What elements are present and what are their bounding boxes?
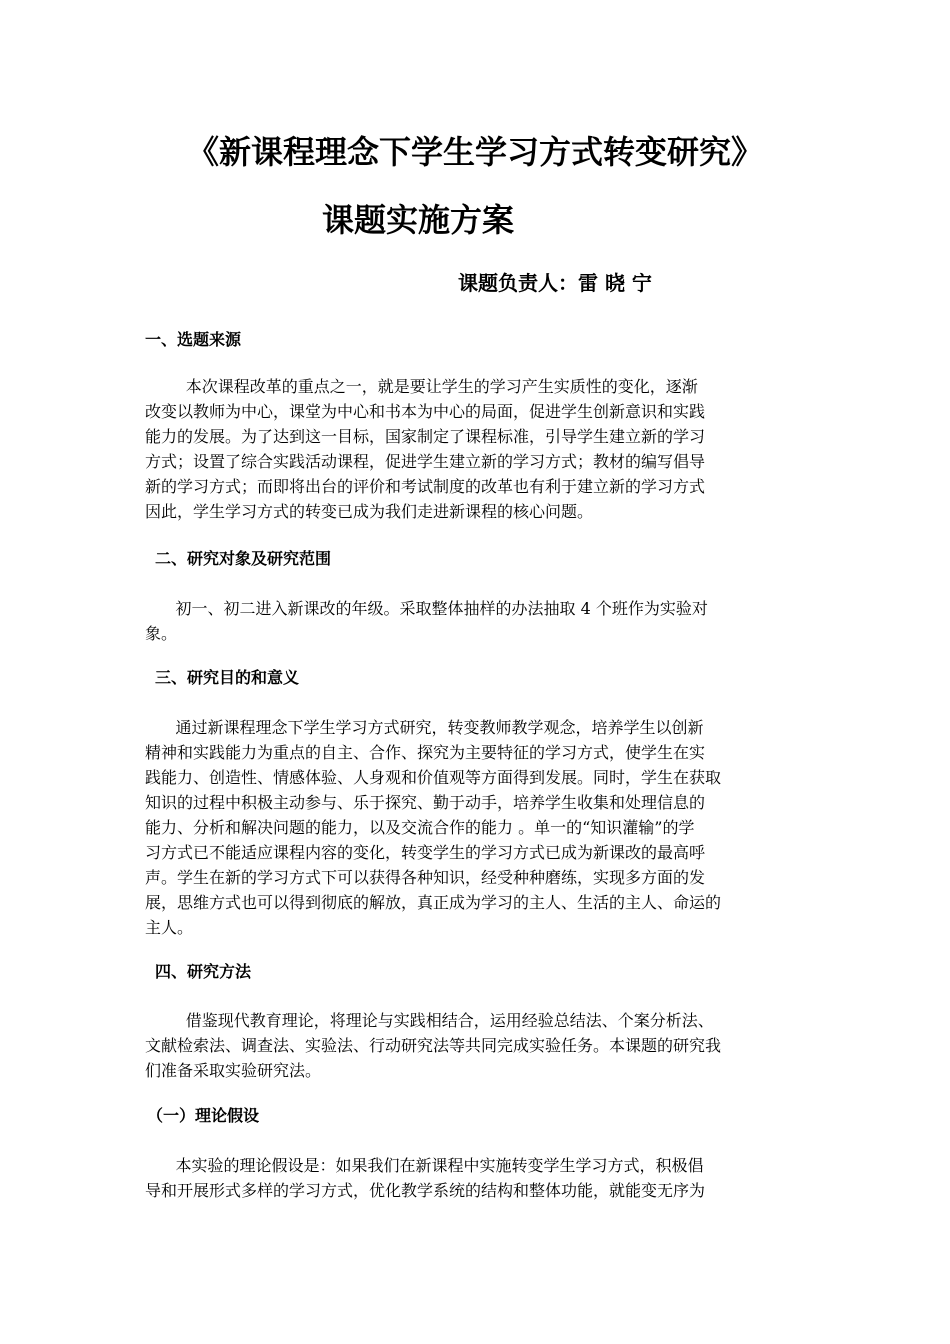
text-line: 借鉴现代教育理论，将理论与实践相结合，运用经验总结法、个案分析法、	[145, 1011, 714, 1030]
section-body-hypothesis	[145, 1153, 807, 1203]
text-line: 本实验的理论假设是：如果我们在新课程中实施转变学生学习方式，积极倡	[145, 1156, 704, 1175]
text-line: 践能力、创造性、情感体验、人身观和价值观等方面得到发展。同时，学生在获取	[145, 768, 722, 787]
text-line: 能力的发展。为了达到这一目标，国家制定了课程标准，引导学生建立新的学习	[145, 427, 706, 446]
text-line: 展，思维方式也可以得到彻底的解放，真正成为学习的主人、生活的主人、命运的	[145, 893, 722, 912]
text-line: 通过新课程理念下学生学习方式研究，转变教师教学观念，培养学生以创新	[145, 718, 704, 737]
text-line: 改变以教师为中心，课堂为中心和书本为中心的局面，促进学生创新意识和实践	[145, 402, 706, 421]
text-line: 导和开展形式多样的学习方式，优化教学系统的结构和整体功能，就能变无序为	[145, 1181, 706, 1200]
text-line: 方式；设置了综合实践活动课程，促进学生建立新的学习方式；教材的编写倡导	[145, 452, 706, 471]
text-line: 们准备采取实验研究法。	[145, 1061, 322, 1080]
text-line: 知识的过程中积极主动参与、乐于探究、勤于动手，培养学生收集和处理信息的	[145, 793, 706, 812]
section-heading-hypothesis: （一）理论假设	[147, 1106, 260, 1125]
section-body-method	[145, 1008, 807, 1083]
section-body-scope	[145, 596, 807, 646]
text-line: 主人。	[145, 918, 194, 937]
section-heading-source: 一、选题来源	[145, 330, 242, 349]
document-title: 《新课程理念下学生学习方式转变研究》	[186, 133, 763, 171]
section-heading-scope: 二、研究对象及研究范围	[155, 549, 332, 568]
text-line: 本次课程改革的重点之一，就是要让学生的学习产生实质性的变化，逐渐	[145, 377, 698, 396]
text-line: 习方式已不能适应课程内容的变化，转变学生的学习方式已成为新课改的最高呼	[145, 843, 706, 862]
text-line: 能力、分析和解决问题的能力，以及交流合作的能力 。单一的“知识灌输”的学	[145, 818, 695, 837]
text-line: 因此，学生学习方式的转变已成为我们走进新课程的核心问题。	[145, 502, 594, 521]
text-line: 新的学习方式；而即将出台的评价和考试制度的改革也有利于建立新的学习方式	[145, 477, 706, 496]
section-body-source	[145, 374, 807, 524]
text-line: 文献检索法、调查法、实验法、行动研究法等共同完成实验任务。本课题的研究我	[145, 1036, 722, 1055]
section-heading-purpose: 三、研究目的和意义	[155, 668, 300, 687]
section-heading-method: 四、研究方法	[155, 962, 252, 981]
text-line: 初一、初二进入新课改的年级。采取整体抽样的办法抽取 4 个班作为实验对	[145, 599, 708, 618]
text-line: 声。学生在新的学习方式下可以获得各种知识，经受种种磨练，实现多方面的发	[145, 868, 706, 887]
document-subtitle: 课题实施方案	[322, 201, 515, 239]
text-line: 象。	[145, 624, 178, 643]
text-line: 精神和实践能力为重点的自主、合作、探究为主要特征的学习方式，使学生在实	[145, 743, 706, 762]
project-leader: 课题负责人：雷 晓 宁	[458, 271, 652, 295]
section-body-purpose	[145, 715, 807, 940]
